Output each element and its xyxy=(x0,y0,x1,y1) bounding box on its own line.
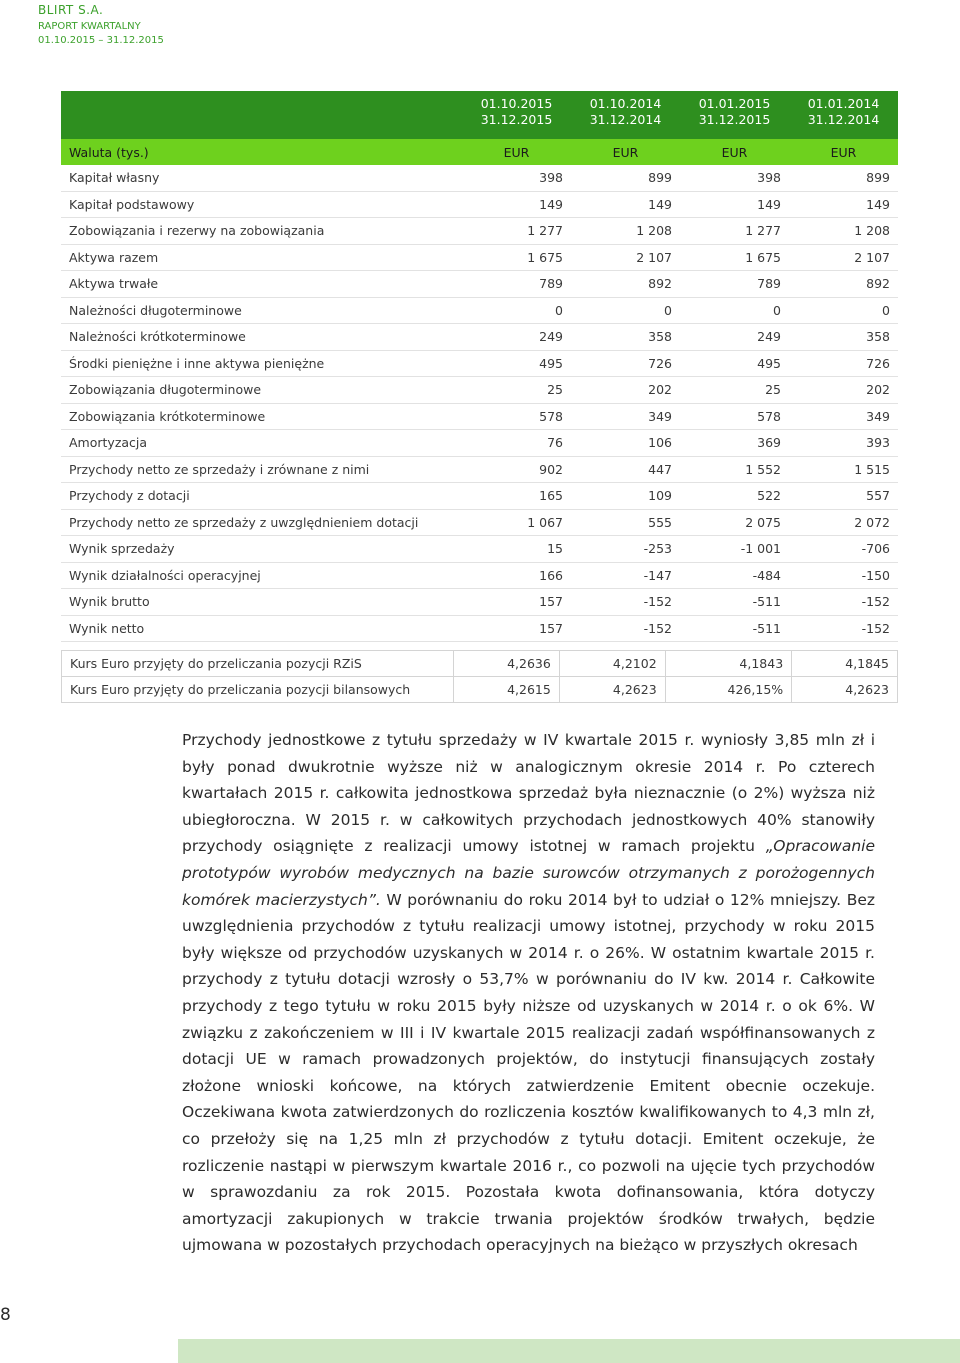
value-cell: 166 xyxy=(462,562,571,589)
row-label: Aktywa razem xyxy=(61,244,462,271)
table-row xyxy=(61,271,898,298)
value-cell: -152 xyxy=(571,589,680,616)
table-row xyxy=(61,165,898,191)
row-label: Amortyzacja xyxy=(61,430,462,457)
row-label: Przychody z dotacji xyxy=(61,483,462,510)
table-row xyxy=(61,297,898,324)
value-cell: 0 xyxy=(789,297,898,324)
value-cell: 349 xyxy=(571,403,680,430)
value-cell: 578 xyxy=(462,403,571,430)
value-cell: 1 208 xyxy=(789,218,898,245)
value-cell: 249 xyxy=(462,324,571,351)
fx-value-cell: 4,2623 xyxy=(559,677,665,703)
value-cell: 1 277 xyxy=(462,218,571,245)
value-cell: 358 xyxy=(789,324,898,351)
value-cell: 393 xyxy=(789,430,898,457)
row-label: Kapitał podstawowy xyxy=(61,191,462,218)
fx-value-cell: 4,2102 xyxy=(559,651,665,677)
value-cell: 789 xyxy=(462,271,571,298)
value-cell: 726 xyxy=(571,350,680,377)
value-cell: 495 xyxy=(680,350,789,377)
value-cell: 149 xyxy=(680,191,789,218)
row-label: Należności długoterminowe xyxy=(61,297,462,324)
fx-value-cell: 4,1843 xyxy=(665,651,792,677)
value-cell: 1 515 xyxy=(789,456,898,483)
value-cell: 149 xyxy=(462,191,571,218)
value-cell: 1 552 xyxy=(680,456,789,483)
footer-bar xyxy=(178,1339,960,1363)
row-label: Aktywa trwałe xyxy=(61,271,462,298)
value-cell: -253 xyxy=(571,536,680,563)
row-label: Przychody netto ze sprzedaży z uwzględnieniem dotacji xyxy=(61,509,462,536)
currency-label: Waluta (tys.) xyxy=(61,139,462,165)
period-header: 01.01.2015 31.12.2015 xyxy=(680,91,789,139)
report-title: RAPORT KWARTALNY xyxy=(38,21,141,32)
row-label: Wynik sprzedaży xyxy=(61,536,462,563)
project-title: „Opracowanie prototypów wyrobów medycznych na bazie surowców otrzymanych z porożogennych komórek macierzystych”. xyxy=(182,837,875,909)
value-cell: 447 xyxy=(571,456,680,483)
table-row xyxy=(61,244,898,271)
period-header: 01.10.2014 31.12.2014 xyxy=(571,91,680,139)
value-cell: 165 xyxy=(462,483,571,510)
value-cell: 149 xyxy=(571,191,680,218)
value-cell: 2 072 xyxy=(789,509,898,536)
report-period: 01.10.2015 – 31.12.2015 xyxy=(38,35,164,46)
value-cell: 157 xyxy=(462,589,571,616)
value-cell: 202 xyxy=(789,377,898,404)
fx-value-cell: 4,2615 xyxy=(454,677,560,703)
value-cell: -147 xyxy=(571,562,680,589)
row-label: Zobowiązania długoterminowe xyxy=(61,377,462,404)
table-row xyxy=(61,509,898,536)
currency-cell: EUR xyxy=(462,139,571,165)
row-label: Kapitał własny xyxy=(61,165,462,191)
value-cell: 1 277 xyxy=(680,218,789,245)
value-cell: 495 xyxy=(462,350,571,377)
table-row xyxy=(61,430,898,457)
value-cell: 398 xyxy=(680,165,789,191)
fx-value-cell: 4,1845 xyxy=(792,651,898,677)
value-cell: -152 xyxy=(571,615,680,642)
value-cell: 0 xyxy=(571,297,680,324)
value-cell: -484 xyxy=(680,562,789,589)
value-cell: 249 xyxy=(680,324,789,351)
row-label: Wynik brutto xyxy=(61,589,462,616)
period-header: 01.10.2015 31.12.2015 xyxy=(462,91,571,139)
value-cell: 349 xyxy=(789,403,898,430)
row-label: Zobowiązania i rezerwy na zobowiązania xyxy=(61,218,462,245)
value-cell: 398 xyxy=(462,165,571,191)
value-cell: 1 675 xyxy=(680,244,789,271)
fx-label: Kurs Euro przyjęty do przeliczania pozycji RZiS xyxy=(62,651,454,677)
value-cell: -511 xyxy=(680,615,789,642)
fx-label: Kurs Euro przyjęty do przeliczania pozycji bilansowych xyxy=(62,677,454,703)
value-cell: -150 xyxy=(789,562,898,589)
value-cell: 358 xyxy=(571,324,680,351)
value-cell: 106 xyxy=(571,430,680,457)
value-cell: 369 xyxy=(680,430,789,457)
value-cell: -1 001 xyxy=(680,536,789,563)
table-row xyxy=(61,350,898,377)
fx-row xyxy=(62,651,898,677)
row-label: Zobowiązania krótkoterminowe xyxy=(61,403,462,430)
value-cell: 76 xyxy=(462,430,571,457)
value-cell: 2 107 xyxy=(789,244,898,271)
table-row xyxy=(61,562,898,589)
table-row xyxy=(61,483,898,510)
page-header xyxy=(38,4,164,46)
row-label: Wynik działalności operacyjnej xyxy=(61,562,462,589)
value-cell: -706 xyxy=(789,536,898,563)
row-label: Środki pieniężne i inne aktywa pieniężne xyxy=(61,350,462,377)
value-cell: 109 xyxy=(571,483,680,510)
value-cell: 15 xyxy=(462,536,571,563)
value-cell: 202 xyxy=(571,377,680,404)
currency-cell: EUR xyxy=(789,139,898,165)
value-cell: 25 xyxy=(462,377,571,404)
fx-value-cell: 4,2623 xyxy=(792,677,898,703)
exchange-rate-table xyxy=(61,650,898,703)
financial-table xyxy=(61,91,898,642)
currency-cell: EUR xyxy=(571,139,680,165)
value-cell: 726 xyxy=(789,350,898,377)
value-cell: 0 xyxy=(680,297,789,324)
value-cell: -152 xyxy=(789,589,898,616)
value-cell: 1 675 xyxy=(462,244,571,271)
value-cell: 157 xyxy=(462,615,571,642)
currency-row xyxy=(61,139,898,165)
table-row xyxy=(61,456,898,483)
value-cell: 2 075 xyxy=(680,509,789,536)
value-cell: -511 xyxy=(680,589,789,616)
value-cell: 1 067 xyxy=(462,509,571,536)
commentary-paragraph: Przychody jednostkowe z tytułu sprzedaży w IV kwartale 2015 r. wyniosły 3,85 mln zł i były ponad dwukrotnie wyższe niż w analogicznym okresie 2014 r. Po czterech kwartałach 2015 r. całkowita jednostkowa sprzedaż była nieznacznie (o 2%) wyższa niż ubiegłoroczna. W 2015 r. w całkowitych przychodach jednostkowych 40% stanowiły przychody osiągnięte z realizacji umowy istotnej w ramach projektu „Opracowanie prototypów wyrobów medycznych na bazie surowców otrzymanych z porożogennych komórek macierzystych”. W porównaniu do roku 2014 był to udział o 12% mniejszy. Bez uwzględnienia przychodów z tytułu realizacji umowy istotnej, przychody w roku 2015 były większe od przychodów uzyskanych w 2014 r. o 26%. W ostatnim kwartale 2015 r. przychody z tytułu dotacji wzrosły o 53,7% w porównaniu do IV kw. 2014 r. Całkowite przychody z tego tytułu w roku 2015 były niższe od uzyskanych w 2014 r. o ok 6%. W związku z zakończeniem w III i IV kwartale 2015 realizacji zadań współfinansowanych z dotacji UE w ramach prowadzonych projektów, do instytucji finansujących zostały złożone wnioski końcowe, na których zatwierdzenie Emitent obecnie oczekuje. Oczekiwana kwota zatwierdzonych do rozliczenia kosztów kwalifikowanych to 4,3 mln zł, co przełoży się na 1,25 mln zł przychodów z tytułu dotacji. Emitent oczekuje, że rozliczenie nastąpi w pierwszym kwartale 2016 r., co pozwoli na ujęcie tych przychodów w sprawozdaniu za rok 2015. Pozostała kwota dofinansowania, która dotyczy amortyzacji zakupionych w trakcie trwania projektów środków trwałych, będzie ujmowana w pozostałych przychodach operacyjnych na bieżąco w przyszłych okresach xyxy=(182,731,876,1255)
row-label: Wynik netto xyxy=(61,615,462,642)
table-row xyxy=(61,191,898,218)
row-label: Należności krótkoterminowe xyxy=(61,324,462,351)
value-cell: 892 xyxy=(789,271,898,298)
value-cell: 25 xyxy=(680,377,789,404)
value-cell: 899 xyxy=(571,165,680,191)
value-cell: -152 xyxy=(789,615,898,642)
table-row xyxy=(61,377,898,404)
row-label: Przychody netto ze sprzedaży i zrównane z nimi xyxy=(61,456,462,483)
value-cell: 892 xyxy=(571,271,680,298)
value-cell: 555 xyxy=(571,509,680,536)
value-cell: 578 xyxy=(680,403,789,430)
table-row xyxy=(61,536,898,563)
fx-value-cell: 4,2636 xyxy=(454,651,560,677)
value-cell: 557 xyxy=(789,483,898,510)
value-cell: 899 xyxy=(789,165,898,191)
currency-cell: EUR xyxy=(680,139,789,165)
period-header-row xyxy=(61,91,898,139)
fx-row xyxy=(62,677,898,703)
page-number: 8 xyxy=(0,1305,11,1325)
table-row xyxy=(61,218,898,245)
company-name: BLIRT S.A. xyxy=(38,3,104,17)
table-row xyxy=(61,589,898,616)
period-header: 01.01.2014 31.12.2014 xyxy=(789,91,898,139)
table-row xyxy=(61,324,898,351)
value-cell: 789 xyxy=(680,271,789,298)
value-cell: 522 xyxy=(680,483,789,510)
value-cell: 1 208 xyxy=(571,218,680,245)
table-row xyxy=(61,403,898,430)
table-row xyxy=(61,615,898,642)
value-cell: 0 xyxy=(462,297,571,324)
value-cell: 2 107 xyxy=(571,244,680,271)
value-cell: 902 xyxy=(462,456,571,483)
fx-value-cell: 426,15% xyxy=(665,677,792,703)
value-cell: 149 xyxy=(789,191,898,218)
